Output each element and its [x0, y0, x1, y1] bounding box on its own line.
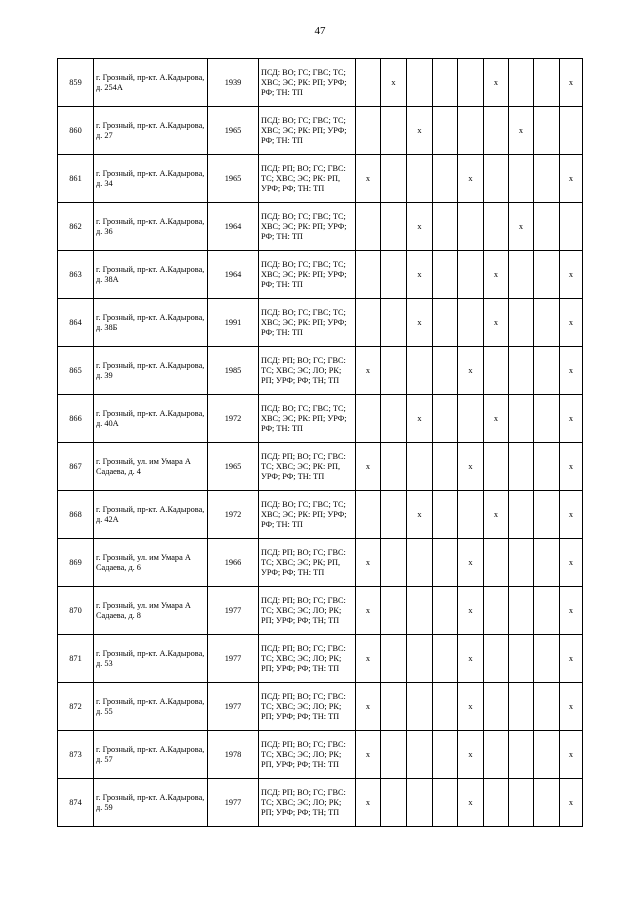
mark-cell: [509, 59, 534, 107]
mark-cell: [534, 347, 560, 395]
mark-cell: [484, 731, 509, 779]
table-row: [58, 395, 583, 443]
systems-cell: ПСД: РП; ВО; ГС; ГВС: ТС; ХВС; ЭС; РК: РП, УРФ; РФ; ТН: ТП: [259, 443, 356, 491]
mark-cell: [433, 203, 458, 251]
mark-cell: [509, 731, 534, 779]
mark-cell: x: [458, 683, 484, 731]
mark-cell: [381, 251, 407, 299]
mark-cell: [407, 539, 433, 587]
mark-cell: [509, 299, 534, 347]
mark-cell: [534, 731, 560, 779]
mark-cell: [381, 443, 407, 491]
mark-cell: x: [484, 299, 509, 347]
mark-cell: [407, 59, 433, 107]
year-built-cell: 1965: [208, 443, 259, 491]
mark-cell: x: [356, 539, 381, 587]
mark-cell: x: [560, 395, 583, 443]
page-number: 47: [314, 25, 326, 37]
mark-cell: [560, 107, 583, 155]
row-number-cell: 863: [58, 251, 94, 299]
year-built-cell: 1978: [208, 731, 259, 779]
year-built-cell: 1985: [208, 347, 259, 395]
mark-cell: [484, 347, 509, 395]
mark-cell: [458, 203, 484, 251]
mark-cell: [433, 443, 458, 491]
mark-cell: x: [560, 635, 583, 683]
systems-cell: ПСД: РП; ВО; ГС; ГВС: ТС; ХВС; ЭС; РК: РП, УРФ; РФ; ТН: ТП: [259, 155, 356, 203]
mark-cell: [381, 539, 407, 587]
mark-cell: [509, 443, 534, 491]
year-built-cell: 1965: [208, 107, 259, 155]
mark-cell: x: [356, 683, 381, 731]
mark-cell: x: [356, 587, 381, 635]
mark-cell: x: [356, 635, 381, 683]
mark-cell: [433, 539, 458, 587]
table-row: [58, 251, 583, 299]
systems-cell: ПСД: ВО; ГС; ГВС; ТС; ХВС; ЭС; РК: РП; УРФ; РФ; ТН: ТП: [259, 59, 356, 107]
mark-cell: x: [381, 59, 407, 107]
mark-cell: [433, 155, 458, 203]
systems-cell: ПСД: РП; ВО; ГС; ГВС: ТС; ХВС; ЭС; ЛО; РК; РП; УРФ; РФ; ТН; ТП: [259, 587, 356, 635]
address-cell: г. Грозный, ул. им Умара А Садаева, д. 4: [94, 443, 208, 491]
year-built-cell: 1972: [208, 395, 259, 443]
mark-cell: [356, 299, 381, 347]
mark-cell: [534, 395, 560, 443]
mark-cell: [433, 395, 458, 443]
address-cell: г. Грозный, пр-кт. А.Кадырова, д. 53: [94, 635, 208, 683]
row-number-cell: 867: [58, 443, 94, 491]
address-cell: г. Грозный, пр-кт. А.Кадырова, д. 55: [94, 683, 208, 731]
mark-cell: [433, 107, 458, 155]
mark-cell: x: [458, 443, 484, 491]
systems-cell: ПСД: РП; ВО; ГС; ГВС: ТС; ХВС; ЭС; ЛО; РК; РП, УРФ; РФ; ТН: ТП: [259, 731, 356, 779]
systems-cell: ПСД: РП; ВО; ГС; ГВС: ТС; ХВС; ЭС; ЛО; РК; РП; УРФ; РФ; ТН: ТП: [259, 683, 356, 731]
mark-cell: [381, 587, 407, 635]
year-built-cell: 1991: [208, 299, 259, 347]
mark-cell: x: [407, 251, 433, 299]
mark-cell: x: [560, 779, 583, 827]
mark-cell: [458, 59, 484, 107]
row-number-cell: 859: [58, 59, 94, 107]
row-number-cell: 872: [58, 683, 94, 731]
mark-cell: x: [509, 107, 534, 155]
row-number-cell: 865: [58, 347, 94, 395]
systems-cell: ПСД: ВО; ГС; ГВС; ТС; ХВС; ЭС; РК: РП; УРФ; РФ; ТН: ТП: [259, 491, 356, 539]
mark-cell: x: [560, 587, 583, 635]
mark-cell: [407, 443, 433, 491]
mark-cell: [407, 779, 433, 827]
row-number-cell: 873: [58, 731, 94, 779]
mark-cell: [534, 779, 560, 827]
address-cell: г. Грозный, пр-кт. А.Кадырова, д. 36: [94, 203, 208, 251]
mark-cell: [484, 443, 509, 491]
table-row: [58, 155, 583, 203]
mark-cell: x: [560, 299, 583, 347]
table-row: [58, 203, 583, 251]
mark-cell: x: [407, 491, 433, 539]
mark-cell: x: [484, 491, 509, 539]
mark-cell: [407, 347, 433, 395]
mark-cell: x: [458, 347, 484, 395]
mark-cell: [407, 155, 433, 203]
table-row: [58, 683, 583, 731]
mark-cell: x: [458, 587, 484, 635]
year-built-cell: 1977: [208, 779, 259, 827]
mark-cell: [356, 107, 381, 155]
mark-cell: [433, 491, 458, 539]
year-built-cell: 1964: [208, 203, 259, 251]
address-cell: г. Грозный, пр-кт. А.Кадырова, д. 38А: [94, 251, 208, 299]
mark-cell: x: [458, 155, 484, 203]
address-cell: г. Грозный, ул. им Умара А Садаева, д. 8: [94, 587, 208, 635]
year-built-cell: 1964: [208, 251, 259, 299]
mark-cell: [407, 731, 433, 779]
address-cell: г. Грозный, пр-кт. А.Кадырова, д. 39: [94, 347, 208, 395]
systems-cell: ПСД: ВО; ГС; ГВС; ТС; ХВС; ЭС; РК: РП; УРФ; РФ; ТН: ТП: [259, 251, 356, 299]
address-cell: г. Грозный, ул. им Умара А Садаева, д. 6: [94, 539, 208, 587]
mark-cell: x: [458, 731, 484, 779]
mark-cell: [484, 203, 509, 251]
mark-cell: [433, 587, 458, 635]
systems-cell: ПСД: ВО; ГС; ГВС; ТС; ХВС; ЭС; РК: РП; УРФ; РФ; ТН: ТП: [259, 299, 356, 347]
mark-cell: [509, 251, 534, 299]
table-row: [58, 299, 583, 347]
row-number-cell: 868: [58, 491, 94, 539]
row-number-cell: 864: [58, 299, 94, 347]
systems-cell: ПСД: ВО; ГС; ГВС; ТС; ХВС; ЭС; РК: РП; УРФ; РФ; ТН: ТП: [259, 395, 356, 443]
systems-cell: ПСД: РП; ВО; ГС; ГВС: ТС; ХВС; ЭС; ЛО; РК; РП; УРФ; РФ; ТН; ТП: [259, 347, 356, 395]
mark-cell: x: [560, 59, 583, 107]
mark-cell: [381, 683, 407, 731]
table-row: [58, 107, 583, 155]
mark-cell: [458, 299, 484, 347]
mark-cell: [534, 539, 560, 587]
mark-cell: x: [560, 731, 583, 779]
mark-cell: x: [560, 539, 583, 587]
address-cell: г. Грозный, пр-кт. А.Кадырова, д. 59: [94, 779, 208, 827]
table-row: [58, 587, 583, 635]
systems-cell: ПСД: ВО; ГС; ГВС; ТС; ХВС; ЭС; РК: РП; УРФ; РФ; ТН: ТП: [259, 107, 356, 155]
mark-cell: [509, 539, 534, 587]
mark-cell: [381, 107, 407, 155]
systems-cell: ПСД: РП; ВО; ГС; ГВС: ТС; ХВС; ЭС; ЛО; РК; РП; УРФ; РФ; ТН; ТП: [259, 779, 356, 827]
mark-cell: [509, 395, 534, 443]
mark-cell: [534, 299, 560, 347]
mark-cell: [433, 779, 458, 827]
mark-cell: [534, 59, 560, 107]
mark-cell: [433, 347, 458, 395]
mark-cell: x: [356, 347, 381, 395]
systems-cell: ПСД: РП; ВО; ГС; ГВС: ТС; ХВС; ЭС; РК; РП, УРФ; РФ; ТН: ТП: [259, 539, 356, 587]
mark-cell: [534, 683, 560, 731]
mark-cell: [356, 59, 381, 107]
mark-cell: [534, 587, 560, 635]
mark-cell: [534, 251, 560, 299]
mark-cell: x: [560, 443, 583, 491]
mark-cell: [407, 587, 433, 635]
mark-cell: x: [560, 491, 583, 539]
mark-cell: [433, 251, 458, 299]
mark-cell: [381, 347, 407, 395]
mark-cell: [381, 635, 407, 683]
year-built-cell: 1977: [208, 587, 259, 635]
mark-cell: [433, 635, 458, 683]
mark-cell: [458, 395, 484, 443]
address-cell: г. Грозный, пр-кт. А.Кадырова, д. 40А: [94, 395, 208, 443]
address-cell: г. Грозный, пр-кт. А.Кадырова, д. 38Б: [94, 299, 208, 347]
mark-cell: [381, 779, 407, 827]
mark-cell: x: [407, 203, 433, 251]
mark-cell: x: [356, 443, 381, 491]
mark-cell: x: [484, 251, 509, 299]
mark-cell: [534, 203, 560, 251]
mark-cell: [484, 539, 509, 587]
address-cell: г. Грозный, пр-кт. А.Кадырова, д. 57: [94, 731, 208, 779]
mark-cell: x: [407, 107, 433, 155]
mark-cell: [458, 251, 484, 299]
mark-cell: [433, 299, 458, 347]
mark-cell: [534, 635, 560, 683]
mark-cell: [407, 683, 433, 731]
mark-cell: x: [560, 683, 583, 731]
mark-cell: [433, 59, 458, 107]
table-body: [58, 59, 583, 827]
address-cell: г. Грозный, пр-кт. А.Кадырова, д. 34: [94, 155, 208, 203]
mark-cell: [534, 155, 560, 203]
table-row: [58, 443, 583, 491]
mark-cell: [534, 491, 560, 539]
mark-cell: [560, 203, 583, 251]
address-cell: г. Грозный, пр-кт. А.Кадырова, д. 42А: [94, 491, 208, 539]
registry-table: [57, 58, 583, 827]
mark-cell: [484, 587, 509, 635]
year-built-cell: 1977: [208, 683, 259, 731]
mark-cell: [433, 731, 458, 779]
row-number-cell: 869: [58, 539, 94, 587]
table-row: [58, 731, 583, 779]
row-number-cell: 871: [58, 635, 94, 683]
table-row: [58, 539, 583, 587]
mark-cell: [433, 683, 458, 731]
mark-cell: x: [560, 155, 583, 203]
mark-cell: x: [407, 299, 433, 347]
mark-cell: [356, 395, 381, 443]
mark-cell: [381, 731, 407, 779]
year-built-cell: 1977: [208, 635, 259, 683]
row-number-cell: 862: [58, 203, 94, 251]
mark-cell: [381, 155, 407, 203]
mark-cell: x: [560, 347, 583, 395]
mark-cell: x: [356, 779, 381, 827]
mark-cell: [484, 107, 509, 155]
address-cell: г. Грозный, пр-кт. А.Кадырова, д. 254А: [94, 59, 208, 107]
mark-cell: [509, 155, 534, 203]
row-number-cell: 866: [58, 395, 94, 443]
mark-cell: x: [458, 539, 484, 587]
mark-cell: x: [458, 635, 484, 683]
year-built-cell: 1966: [208, 539, 259, 587]
mark-cell: [484, 155, 509, 203]
mark-cell: [356, 203, 381, 251]
mark-cell: x: [560, 251, 583, 299]
mark-cell: x: [484, 59, 509, 107]
mark-cell: [534, 443, 560, 491]
row-number-cell: 874: [58, 779, 94, 827]
mark-cell: [484, 779, 509, 827]
mark-cell: x: [356, 731, 381, 779]
address-cell: г. Грозный, пр-кт. А.Кадырова, д. 27: [94, 107, 208, 155]
mark-cell: x: [356, 155, 381, 203]
table-row: [58, 779, 583, 827]
year-built-cell: 1939: [208, 59, 259, 107]
mark-cell: [356, 491, 381, 539]
mark-cell: [484, 635, 509, 683]
mark-cell: [381, 203, 407, 251]
mark-cell: x: [407, 395, 433, 443]
systems-cell: ПСД: РП; ВО; ГС; ГВС: ТС; ХВС; ЭС; ЛО; РК; РП; УРФ; РФ; ТН: ТП: [259, 635, 356, 683]
mark-cell: [458, 491, 484, 539]
year-built-cell: 1965: [208, 155, 259, 203]
year-built-cell: 1972: [208, 491, 259, 539]
mark-cell: [509, 683, 534, 731]
systems-cell: ПСД: ВО; ГС; ГВС; ТС; ХВС; ЭС; РК: РП; УРФ; РФ; ТН: ТП: [259, 203, 356, 251]
row-number-cell: 870: [58, 587, 94, 635]
mark-cell: [484, 683, 509, 731]
mark-cell: [381, 395, 407, 443]
mark-cell: x: [509, 203, 534, 251]
mark-cell: [381, 491, 407, 539]
table-row: [58, 347, 583, 395]
mark-cell: [509, 779, 534, 827]
mark-cell: [509, 587, 534, 635]
table-row: [58, 635, 583, 683]
mark-cell: [407, 635, 433, 683]
row-number-cell: 861: [58, 155, 94, 203]
mark-cell: [509, 491, 534, 539]
mark-cell: x: [458, 779, 484, 827]
mark-cell: [509, 635, 534, 683]
mark-cell: [356, 251, 381, 299]
row-number-cell: 860: [58, 107, 94, 155]
mark-cell: [534, 107, 560, 155]
mark-cell: [458, 107, 484, 155]
mark-cell: [381, 299, 407, 347]
mark-cell: x: [484, 395, 509, 443]
table-row: [58, 491, 583, 539]
mark-cell: [509, 347, 534, 395]
table-row: [58, 59, 583, 107]
